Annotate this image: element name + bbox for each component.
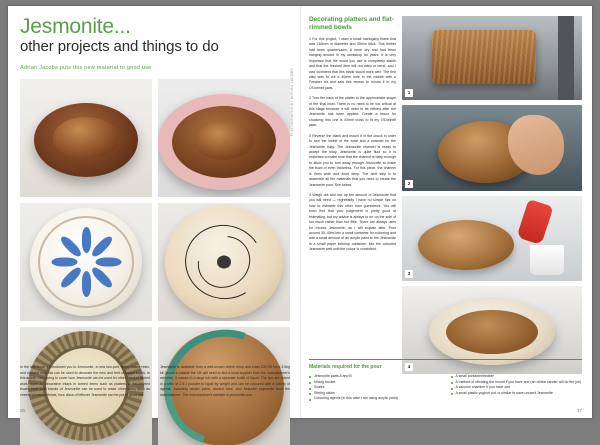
photo-number-badge: 2: [405, 180, 413, 188]
materials-columns: [309, 374, 582, 402]
step-paragraph-4: 4 Weigh out and mix up the amount of Jesmonite that you will need — regrettably I have no simple tips on how to estimate this other than guesswork. You will soon find that your judgement is pretty good at estimating, but my advice is always to err on the side of too much rather than too little. There are always uses for excess Jesmonite, as I will explain later. Pour around 30–40ml into a small container for colouring and add a small amount of an acrylic paint to the Jesmonite in a small paper ketchup container. Mix the coloured Jesmonite well until the colour is consistent.: [309, 192, 396, 252]
left-body-columns: [20, 365, 290, 402]
platter-inner-shape: [446, 310, 538, 354]
photo-blue-flower-platter: [20, 203, 152, 321]
right-content: [309, 16, 582, 374]
flower-petal-icon: [95, 257, 121, 266]
list-item: A vacuum chamber if you have one: [451, 385, 583, 391]
section-title: Decorating platters and flat-rimmed bowls: [309, 16, 394, 31]
page-title-line1: Jesmonite...: [20, 15, 131, 38]
list-item: A small container/beaker: [451, 374, 583, 380]
wood-blank-shape: [432, 30, 536, 84]
photo-step-1-blank-on-lathe: [402, 16, 582, 100]
photo-dark-wood-bowl: [20, 79, 152, 197]
left-page: [8, 6, 300, 418]
photo-spiral-line-platter: [158, 203, 290, 321]
materials-list-1: [309, 374, 441, 402]
left-body-paragraph: Jesmonite is available from a well-known online shop and costs £32.95 for a 3.5kg kit (readers outside the UK will need to find a local supplier from the manufacturer's website). It comes in a large tub with a separate bottle of liquid. The two are mixed in a ratio of 2.5:1 powder to liquid by weight and can be coloured with a variety of agents, including acrylic paint, alcohol inks, and bespoke pigments from the manufacturer. The manufacturer's website is jesmonite.com.: [160, 365, 290, 397]
step-paragraph-2: 2 Turn the back of the platter to the approximate shape of the final bowl. There is no need to be too critical at this stage because it will need to be refined after the Jesmonite has been applied. Create a tenon for chucking; this one is 40mm cross to fit my O'Donnell jaws.: [309, 96, 396, 128]
list-item: Mixing bucket: [309, 380, 441, 386]
flower-petal-icon: [51, 257, 77, 266]
right-page: [300, 6, 592, 418]
list-item: Scales: [309, 385, 441, 391]
article-title: [20, 16, 290, 56]
mixing-cup-shape: [530, 245, 564, 275]
bowl-inner-shape: [53, 117, 119, 159]
article-standfirst: Adrian Jacobs puts this new material to good use: [20, 64, 152, 71]
materials-list-2: [451, 374, 583, 402]
right-image-column: [402, 16, 582, 374]
platter-shape: [418, 220, 514, 270]
wood-grain-shape: [432, 30, 536, 84]
step-paragraph-1: 1 For this project, I used a small mahogany blank that was 160mm in diameter and 35mm thick. This timber had been quartersawn. A bone dry and had been hanging around in my workshop for years. It is very important that the wood you use is completely stable and that the finished item will not warp or bend, and I was confident that this blank would work well. The first step was to cut a 40mm hole in the middle with a Forstner bit and saw this recess to mount it in my O'Donnell jaws.: [309, 37, 396, 90]
page-number-right: 37: [576, 408, 582, 413]
list-item: A method of vibrating the mould if you have one (an orbital sander will do the job): [451, 380, 583, 386]
flower-petal-icon: [82, 271, 91, 297]
photo-number-badge: 1: [405, 89, 413, 97]
bowl-inner-shape: [194, 122, 254, 160]
photo-pink-rim-bowl: [158, 79, 290, 197]
lathe-post-shape: [558, 16, 574, 100]
list-item: Stirring sticks: [309, 391, 441, 397]
right-text-column: [309, 16, 396, 374]
page-number-left: 36: [20, 408, 26, 413]
flower-petal-icon: [82, 227, 91, 253]
photo-step-2-shaping-bowl: [402, 105, 582, 191]
left-body-column-2: [160, 365, 290, 402]
list-item: Colouring agents (in this case I am using acrylic paint): [309, 396, 441, 402]
left-body-column-1: [20, 365, 150, 402]
materials-box: [309, 359, 582, 402]
platter-center-shape: [217, 255, 231, 268]
left-body-paragraph: In the last issue, I introduced you to Jesmonite, a new two-part, water-based resin, and showed how this can be used to decorate the rims and feet of turned bowls. In this article, I am going to cover how Jesmonite can be used for other items of turned work, such as decorative inlays in turned items such as platters or flat-rimmed bowls, how solid blanks of Jesmonite can be used to make other items such as cheese pieces or finials, how discs of leftover Jesmonite can be put to good use.: [20, 365, 150, 397]
list-item: Jesmonite parts A and B: [309, 374, 441, 380]
page-title-line2: other projects and things to do: [20, 38, 219, 56]
materials-title: Materials required for the pour: [309, 364, 382, 371]
list-item: A small plastic yoghurt pot or similar to save unused Jesmonite: [451, 391, 583, 397]
photo-number-badge: 3: [405, 270, 413, 278]
magazine-spread: [8, 6, 592, 418]
step-paragraph-3: 3 Reverse the blank and mount it in the chuck in order to turn the inside of the bowl and a channel for the Jesmonite inlay. The Jesmonite channel is ready to accept the inlay. Jesmonite is quite fluid so it is important to make sure that the channel is deep enough to allow you to turn away enough Jesmonite to make the bowl of even thickness. For this piece, the channel is 9mm wide and 4mm deep. The next step is to assemble all the materials that you need to create the Jesmonite pour. See below.: [309, 133, 396, 187]
photo-credit: PHOTOGRAPHS BY ADRIAN JACOBS: [290, 68, 294, 137]
photo-step-3-pouring-jesmonite: [402, 196, 582, 282]
photo-number-badge: 4: [405, 363, 413, 371]
